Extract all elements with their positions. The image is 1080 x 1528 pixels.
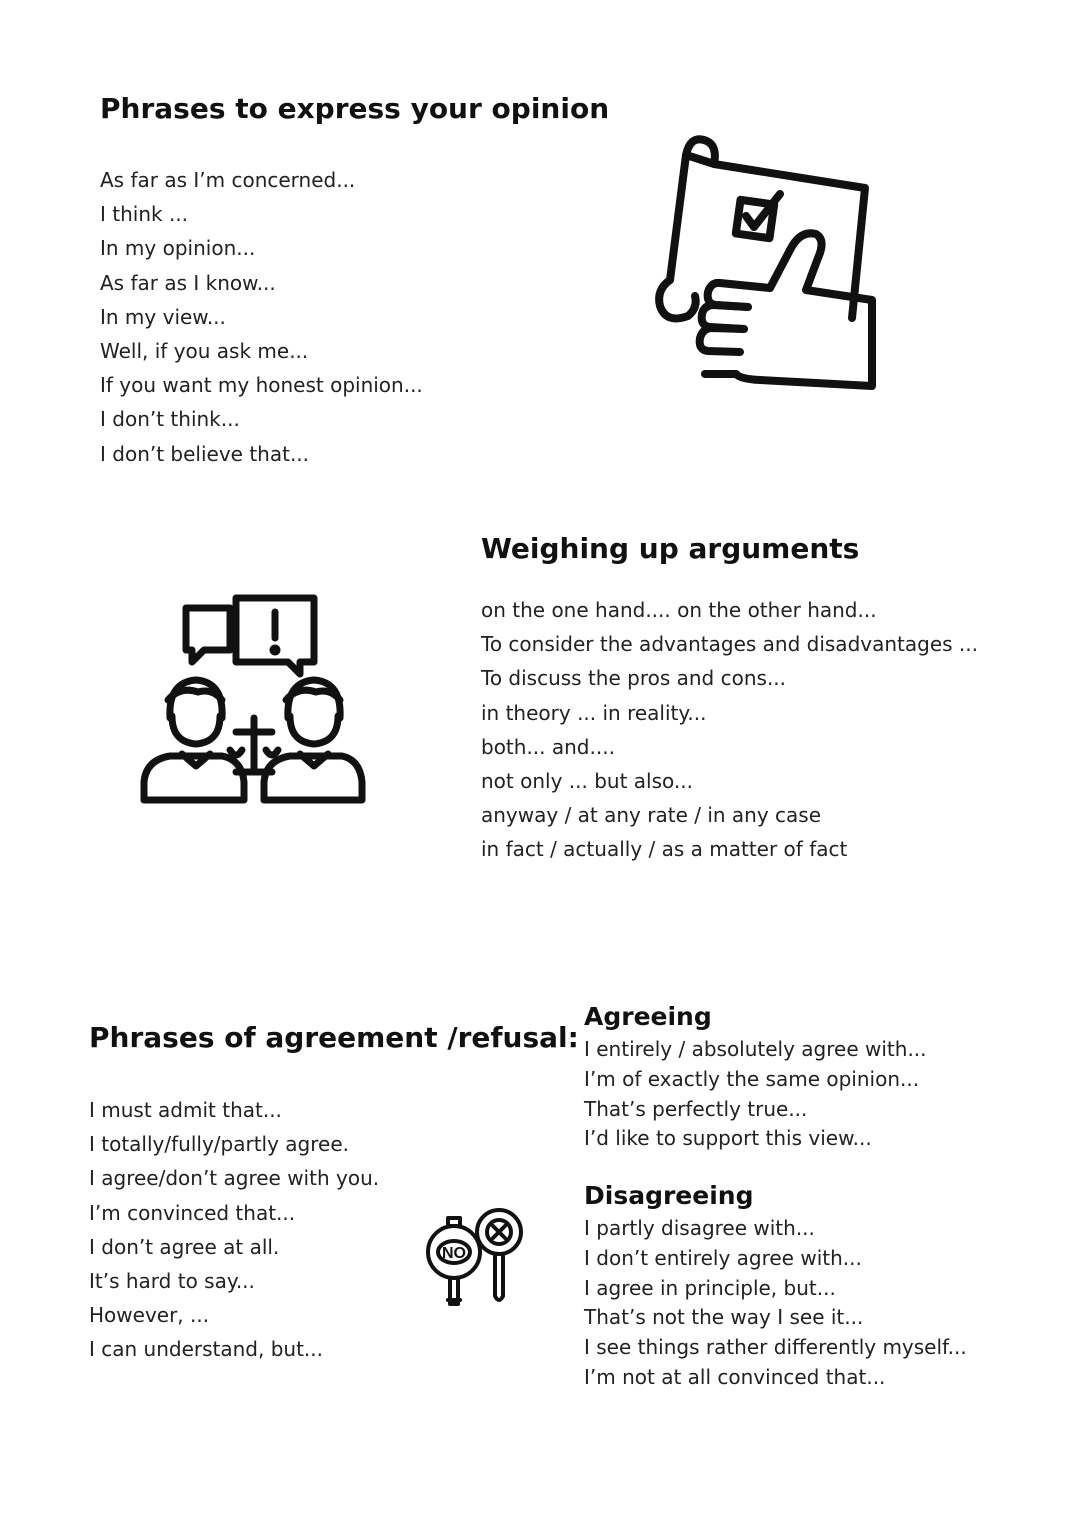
list-item: To consider the advantages and disadvantages ... (481, 632, 978, 657)
list-item: I’m not at all convinced that... (584, 1364, 886, 1389)
list-item: It’s hard to say... (89, 1269, 255, 1294)
weighing-phrase-list (481, 593, 978, 867)
list-item: In my view... (100, 304, 226, 329)
weighing-heading: Weighing up arguments (481, 532, 860, 565)
list-item: That’s perfectly true... (584, 1096, 808, 1121)
agreeing-phrase-list (584, 1035, 927, 1154)
list-item: I’d like to support this view... (584, 1126, 872, 1151)
list-item: I’m of exactly the same opinion... (584, 1066, 920, 1091)
list-item: That’s not the way I see it... (584, 1305, 864, 1330)
list-item: I must admit that... (89, 1098, 282, 1122)
disagreeing-heading: Disagreeing (584, 1181, 754, 1210)
agreement-heading: Phrases of agreement /refusal: (89, 1021, 579, 1054)
list-item: in fact / actually / as a matter of fact (481, 837, 848, 862)
list-item: I entirely / absolutely agree with... (584, 1037, 927, 1061)
no-sign-icon (424, 1206, 524, 1314)
opinion-phrase-list (100, 163, 423, 471)
agreeing-heading: Agreeing (584, 1002, 712, 1031)
list-item: I think ... (100, 202, 189, 227)
list-item: both... and.... (481, 734, 615, 759)
list-item: If you want my honest opinion... (100, 373, 423, 398)
debate-scale-icon (138, 590, 370, 808)
list-item: in theory ... in reality... (481, 700, 707, 725)
list-item: I don’t think... (100, 407, 240, 432)
list-item: I agree in principle, but... (584, 1275, 836, 1300)
list-item: I’m convinced that... (89, 1200, 296, 1225)
list-item: not only ... but also... (481, 769, 693, 794)
list-item: I totally/fully/partly agree. (89, 1132, 349, 1157)
list-item: In my opinion... (100, 236, 256, 261)
list-item: As far as I’m concerned... (100, 168, 356, 192)
thumbs-up-document-icon (640, 130, 885, 390)
list-item: However, ... (89, 1303, 210, 1328)
list-item: anyway / at any rate / in any case (481, 803, 822, 828)
agreement-phrase-list (89, 1093, 379, 1367)
list-item: To discuss the pros and cons... (481, 666, 787, 691)
list-item: I don’t agree at all. (89, 1234, 280, 1259)
list-item: Well, if you ask me... (100, 339, 309, 364)
list-item: I don’t believe that... (100, 441, 310, 466)
list-item: on the one hand.... on the other hand... (481, 598, 877, 622)
disagreeing-phrase-list (584, 1214, 967, 1393)
list-item: I don’t entirely agree with... (584, 1245, 862, 1270)
list-item: As far as I know... (100, 270, 276, 295)
list-item: I can understand, but... (89, 1337, 324, 1362)
list-item: I see things rather differently myself... (584, 1335, 967, 1360)
no-sign-label: NO (442, 1245, 466, 1262)
list-item: I partly disagree with... (584, 1216, 815, 1240)
opinion-heading: Phrases to express your opinion (100, 92, 610, 125)
list-item: I agree/don’t agree with you. (89, 1166, 380, 1191)
